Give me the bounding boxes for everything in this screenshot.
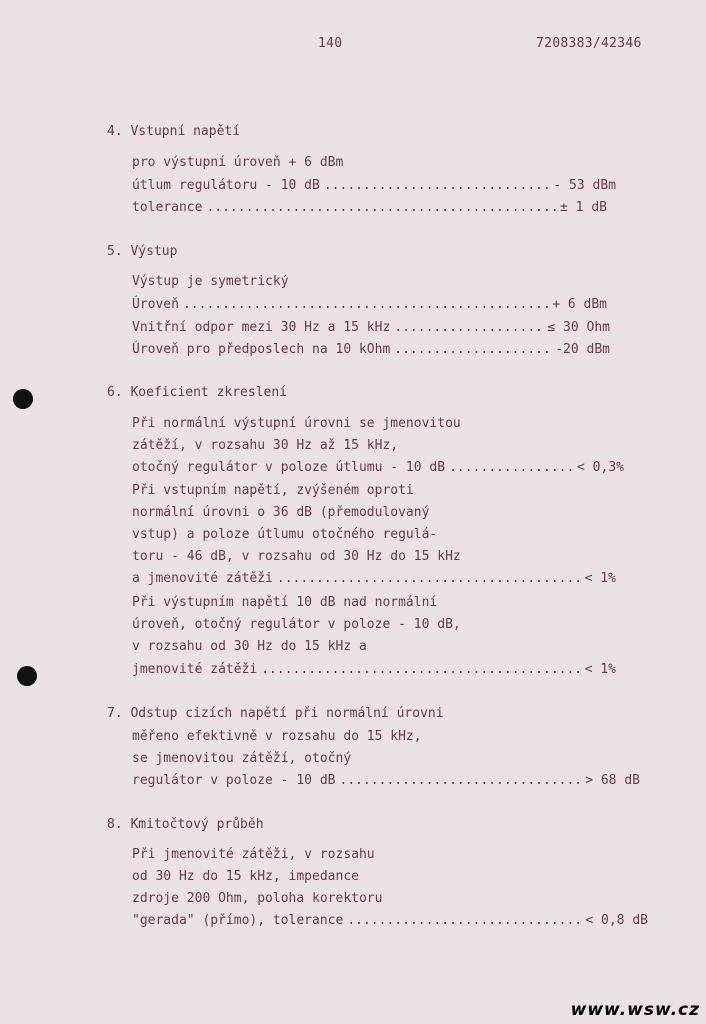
section-8-text: zdroje 200 Ohm, poloha korektoru bbox=[132, 891, 383, 906]
section-8-title: 8. Kmitočtový průběh bbox=[107, 817, 264, 832]
spec-row: otočný regulátor v poloze útlumu - 10 dB ..... < 0,3% bbox=[132, 460, 624, 475]
section-6-text: Při výstupním napětí 10 dB nad normální bbox=[132, 595, 438, 610]
section-6-text: zátěží, v rozsahu 30 Hz až 15 kHz, bbox=[132, 438, 399, 453]
spec-row: a jmenovité zátěži ..... < 1% bbox=[132, 571, 616, 586]
section-6-text: toru - 46 dB, v rozsahu od 30 Hz do 15 kHz bbox=[132, 549, 461, 564]
spec-row: tolerance ..... ± 1 dB bbox=[132, 200, 607, 215]
section-7-text: měřeno efektivně v rozsahu do 15 kHz, bbox=[132, 729, 422, 744]
watermark: www.wsw.cz bbox=[570, 1000, 700, 1020]
spec-row: "gerada" (přímo), tolerance ..... < 0,8 dB bbox=[132, 913, 648, 928]
section-7-text: se jmenovitou zátěží, otočný bbox=[132, 751, 352, 766]
spec-row: Úroveň pro předposlech na 10 kOhm ..... -20 dBm bbox=[132, 342, 610, 357]
section-4-title: 4. Vstupní napětí bbox=[107, 124, 241, 139]
spec-row: Vnitřní odpor mezi 30 Hz a 15 kHz ..... ≤ 30 Ohm bbox=[132, 320, 610, 335]
section-8-text: od 30 Hz do 15 kHz, impedance bbox=[132, 869, 359, 884]
section-6-text: v rozsahu od 30 Hz do 15 kHz a bbox=[132, 639, 367, 654]
section-8-text: Při jmenovité zátěži, v rozsahu bbox=[132, 847, 375, 862]
section-6-text: Při normální výstupní úrovni se jmenovitou bbox=[132, 416, 461, 431]
spec-row: Úroveň ..... + 6 dBm bbox=[132, 297, 607, 312]
punch-hole bbox=[17, 666, 37, 686]
section-5-title: 5. Výstup bbox=[107, 244, 178, 259]
spec-row: regulátor v poloze - 10 dB ..... > 68 dB bbox=[132, 773, 640, 788]
spec-row: jmenovité zátěži ..... < 1% bbox=[132, 662, 616, 677]
section-6-text: normální úrovni o 36 dB (přemodulovaný bbox=[132, 505, 430, 520]
page-number: 140 bbox=[318, 36, 343, 51]
section-6-text: úroveň, otočný regulátor v poloze - 10 dB, bbox=[132, 617, 461, 632]
spec-row: útlum regulátoru - 10 dB ..... - 53 dBm bbox=[132, 178, 616, 193]
section-6-text: Při vstupním napětí, zvýšeném oproti bbox=[132, 483, 414, 498]
punch-hole bbox=[13, 389, 33, 409]
section-7-title: 7. Odstup cizích napětí při normální úrovni bbox=[107, 706, 444, 721]
section-5-text: Výstup je symetrický bbox=[132, 274, 289, 289]
section-6-title: 6. Koeficient zkreslení bbox=[107, 385, 288, 400]
section-6-text: vstup) a poloze útlumu otočného regulá- bbox=[132, 527, 438, 542]
section-4-text: pro výstupní úroveň + 6 dBm bbox=[132, 155, 344, 170]
document-reference: 7208383/42346 bbox=[536, 36, 642, 51]
